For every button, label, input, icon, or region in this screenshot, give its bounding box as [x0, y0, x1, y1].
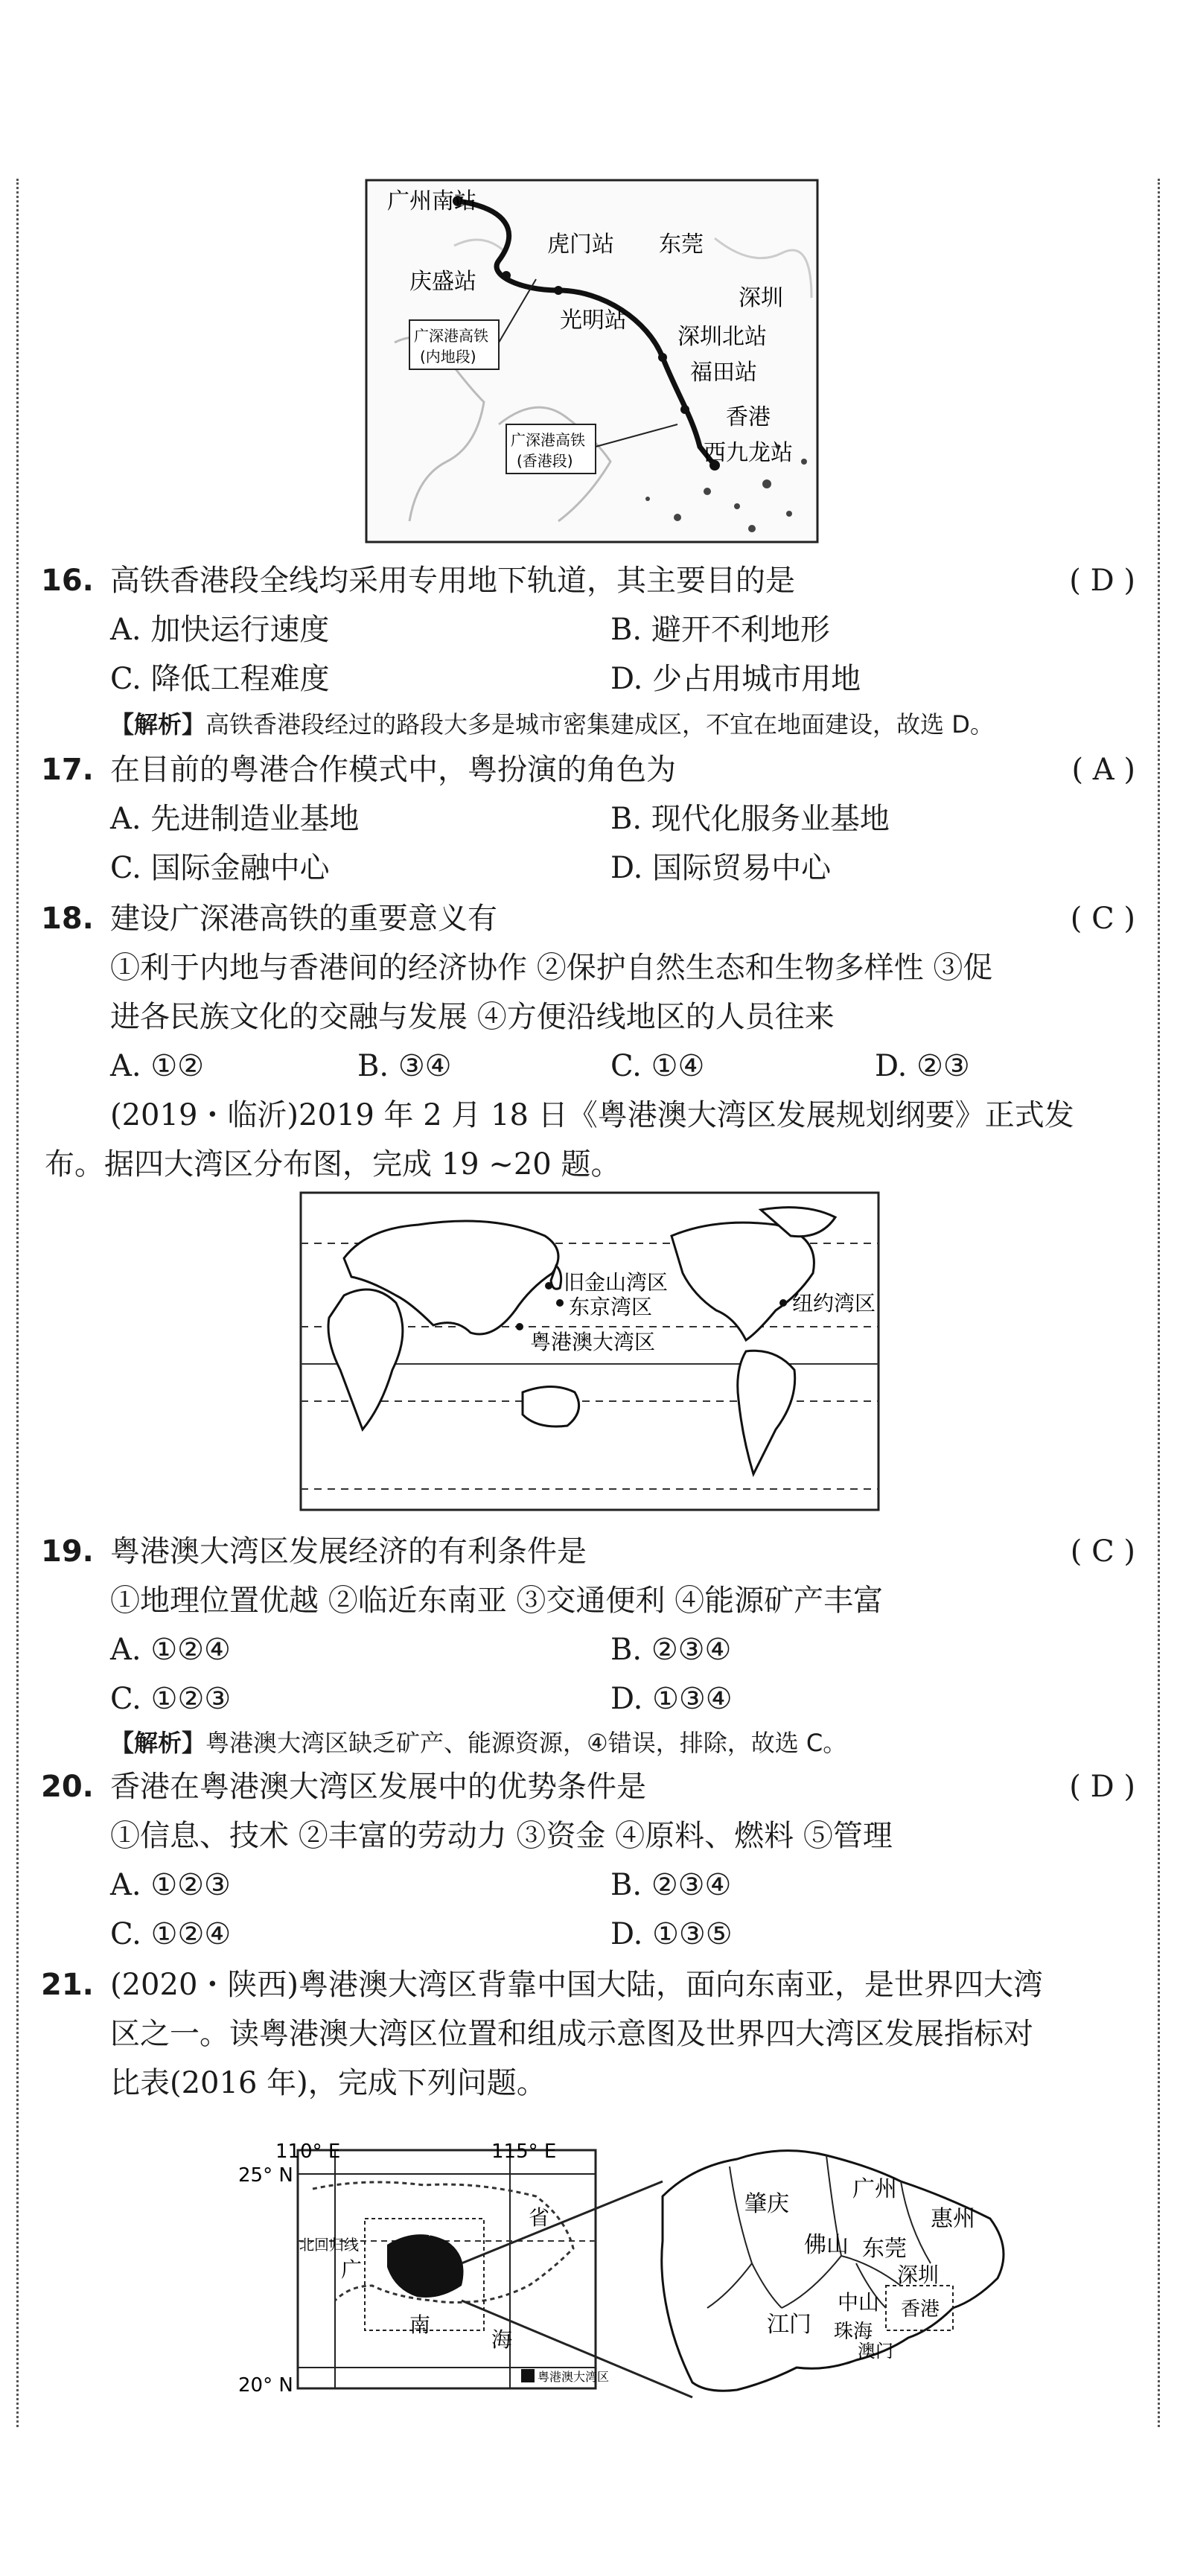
q21-line2: 区之一。读粤港澳大湾区位置和组成示意图及世界四大湾区发展指标对 — [110, 2017, 1033, 2051]
q18-option-c: C. ①④ — [610, 1049, 705, 1083]
label-zhaoqing: 肇庆 — [744, 2191, 789, 2217]
bay-areas-world-map — [299, 1191, 880, 1511]
q19-answer: ( C ) — [1070, 1534, 1135, 1569]
q16-explanation — [110, 707, 994, 742]
label-zhongshan: 中山 — [838, 2290, 880, 2315]
rail-map — [365, 179, 819, 543]
label-nan-char: 南 — [409, 2312, 431, 2337]
q21-line1: (2020・陕西)粤港澳大湾区背靠中国大陆，面向东南亚，是世界四大湾 — [110, 1968, 1044, 2002]
gba-composition-map-figure — [216, 2114, 1042, 2412]
q17-option-c: C. 国际金融中心 — [110, 851, 330, 885]
bay-areas-world-map-figure — [299, 1191, 880, 1511]
q18-number: 18. — [41, 902, 94, 936]
label-sf-bay: 旧金山湾区 — [564, 1270, 669, 1295]
q19-option-b: B. ②③④ — [610, 1633, 732, 1667]
q16-option-c: C. 降低工程难度 — [110, 662, 330, 696]
q16-option-a: A. 加快运行速度 — [110, 613, 330, 647]
label-hongkong: 香港 — [901, 2298, 940, 2321]
gba-composition-map — [216, 2114, 1042, 2412]
q19-expl-label: 【解析】 — [110, 1729, 206, 1757]
q17-option-b: B. 现代化服务业基地 — [610, 802, 890, 836]
q16-number: 16. — [41, 564, 94, 598]
q20-statements: ①信息、技术 ②丰富的劳动力 ③资金 ④原料、燃料 ⑤管理 — [110, 1819, 893, 1853]
q16-stem: 高铁香港段全线均采用专用地下轨道，其主要目的是 — [110, 564, 795, 598]
q16-expl-label: 【解析】 — [110, 710, 206, 739]
label-dongguan-map1: 东莞 — [659, 232, 704, 258]
label-gba-map2: 粤港澳大湾区 — [530, 1330, 656, 1354]
q17-stem: 在目前的粤港合作模式中，粤扮演的角色为 — [110, 753, 676, 787]
label-lat-20: 20° N — [238, 2374, 293, 2397]
q20-number: 20. — [41, 1770, 94, 1804]
label-guangming: 光明站 — [560, 307, 627, 334]
q16-option-d: D. 少占用城市用地 — [610, 662, 861, 696]
q16-answer: ( D ) — [1069, 564, 1135, 598]
q19-number: 19. — [41, 1534, 94, 1569]
label-foshan: 佛山 — [804, 2232, 849, 2258]
rail-map-figure — [365, 179, 819, 543]
right-margin-dotted-line — [1158, 179, 1160, 2427]
label-ny-bay: 纽约湾区 — [792, 1291, 876, 1316]
label-inland-box-2: (内地段) — [420, 348, 476, 366]
q17-option-a: A. 先进制造业基地 — [110, 802, 360, 836]
label-lon-110: 110° E — [275, 2140, 341, 2163]
label-hai-char: 海 — [491, 2327, 513, 2352]
q20-option-b: B. ②③④ — [610, 1868, 732, 1902]
q20-stem: 香港在粤港澳大湾区发展中的优势条件是 — [110, 1770, 646, 1804]
q20-option-d: D. ①③⑤ — [610, 1917, 733, 1951]
label-shenzhen-map1: 深圳 — [739, 285, 783, 311]
q19-statements: ①地理位置优越 ②临近东南亚 ③交通便利 ④能源矿产丰富 — [110, 1584, 884, 1618]
label-hk-box-1: 广深港高铁 — [511, 431, 585, 449]
q19-expl-text: 粤港澳大湾区缺乏矿产、能源资源，④错误，排除，故选 C。 — [205, 1729, 847, 1757]
q20-option-c: C. ①②④ — [110, 1917, 232, 1951]
q16-expl-text: 高铁香港段经过的路段大多是城市密集建成区，不宜在地面建设，故选 D。 — [205, 710, 994, 739]
q19-option-d: D. ①③④ — [610, 1682, 733, 1716]
label-qingsheng: 庆盛站 — [409, 269, 476, 295]
label-tropic: 北回归线 — [299, 2236, 359, 2254]
q18-option-d: D. ②③ — [875, 1049, 970, 1083]
label-dong-char: 东 — [428, 2216, 450, 2240]
q18-option-b: B. ③④ — [357, 1049, 452, 1083]
label-west-kowloon: 西九龙站 — [704, 440, 793, 466]
label-humen: 虎门站 — [547, 232, 614, 258]
label-shenzhen-north: 深圳北站 — [677, 324, 767, 350]
label-jiangmen: 江门 — [767, 2312, 811, 2338]
label-inland-box-1: 广深港高铁 — [414, 327, 488, 345]
label-hongkong-map1: 香港 — [726, 404, 771, 430]
q18-statements-line2: 进各民族文化的交融与发展 ④方便沿线地区的人员往来 — [110, 1000, 835, 1034]
label-guangzhou: 广州 — [852, 2176, 897, 2202]
label-zhuhai: 珠海 — [834, 2321, 873, 2343]
q18-answer: ( C ) — [1070, 902, 1135, 936]
q21-number: 21. — [41, 1968, 94, 2002]
label-shenzhen: 深圳 — [897, 2263, 940, 2287]
q16-option-b: B. 避开不利地形 — [610, 613, 830, 647]
q17-option-d: D. 国际贸易中心 — [610, 851, 832, 885]
q18-option-a: A. ①② — [110, 1049, 205, 1083]
q19-option-a: A. ①②④ — [110, 1633, 231, 1667]
q17-number: 17. — [41, 753, 94, 787]
label-lon-115: 115° E — [491, 2140, 557, 2163]
label-hk-box-2: (香港段) — [517, 452, 573, 470]
left-margin-dotted-line — [16, 179, 19, 2427]
legend-swatch — [521, 2369, 535, 2382]
intro-line2: 布。据四大湾区分布图，完成 19 ~20 题。 — [45, 1147, 621, 1182]
intro-line1: (2019・临沂)2019 年 2 月 18 日《粤港澳大湾区发展规划纲要》正式发 — [110, 1098, 1074, 1132]
q20-answer: ( D ) — [1069, 1770, 1135, 1804]
label-tokyo-bay: 东京湾区 — [569, 1295, 653, 1319]
q19-explanation — [110, 1726, 846, 1760]
label-macao: 澳门 — [858, 2341, 893, 2362]
q19-option-c: C. ①②③ — [110, 1682, 232, 1716]
label-guang-char: 广 — [341, 2257, 363, 2282]
label-sheng-char: 省 — [529, 2205, 550, 2230]
q21-line3: 比表(2016 年)，完成下列问题。 — [110, 2066, 546, 2100]
q17-answer: ( A ) — [1071, 753, 1135, 787]
q18-statements-line1: ①利于内地与香港间的经济协作 ②保护自然生态和生物多样性 ③促 — [110, 951, 993, 985]
label-dongguan: 东莞 — [862, 2236, 907, 2262]
label-legend: 粤港澳大湾区 — [538, 2370, 610, 2384]
label-guangzhou-south: 广州南站 — [387, 188, 476, 214]
q20-option-a: A. ①②③ — [110, 1868, 231, 1902]
label-huizhou: 惠州 — [931, 2206, 975, 2232]
label-futian: 福田站 — [690, 360, 757, 386]
q18-stem: 建设广深港高铁的重要意义有 — [110, 902, 497, 936]
q19-stem: 粤港澳大湾区发展经济的有利条件是 — [110, 1534, 587, 1569]
label-lat-25: 25° N — [238, 2164, 293, 2187]
